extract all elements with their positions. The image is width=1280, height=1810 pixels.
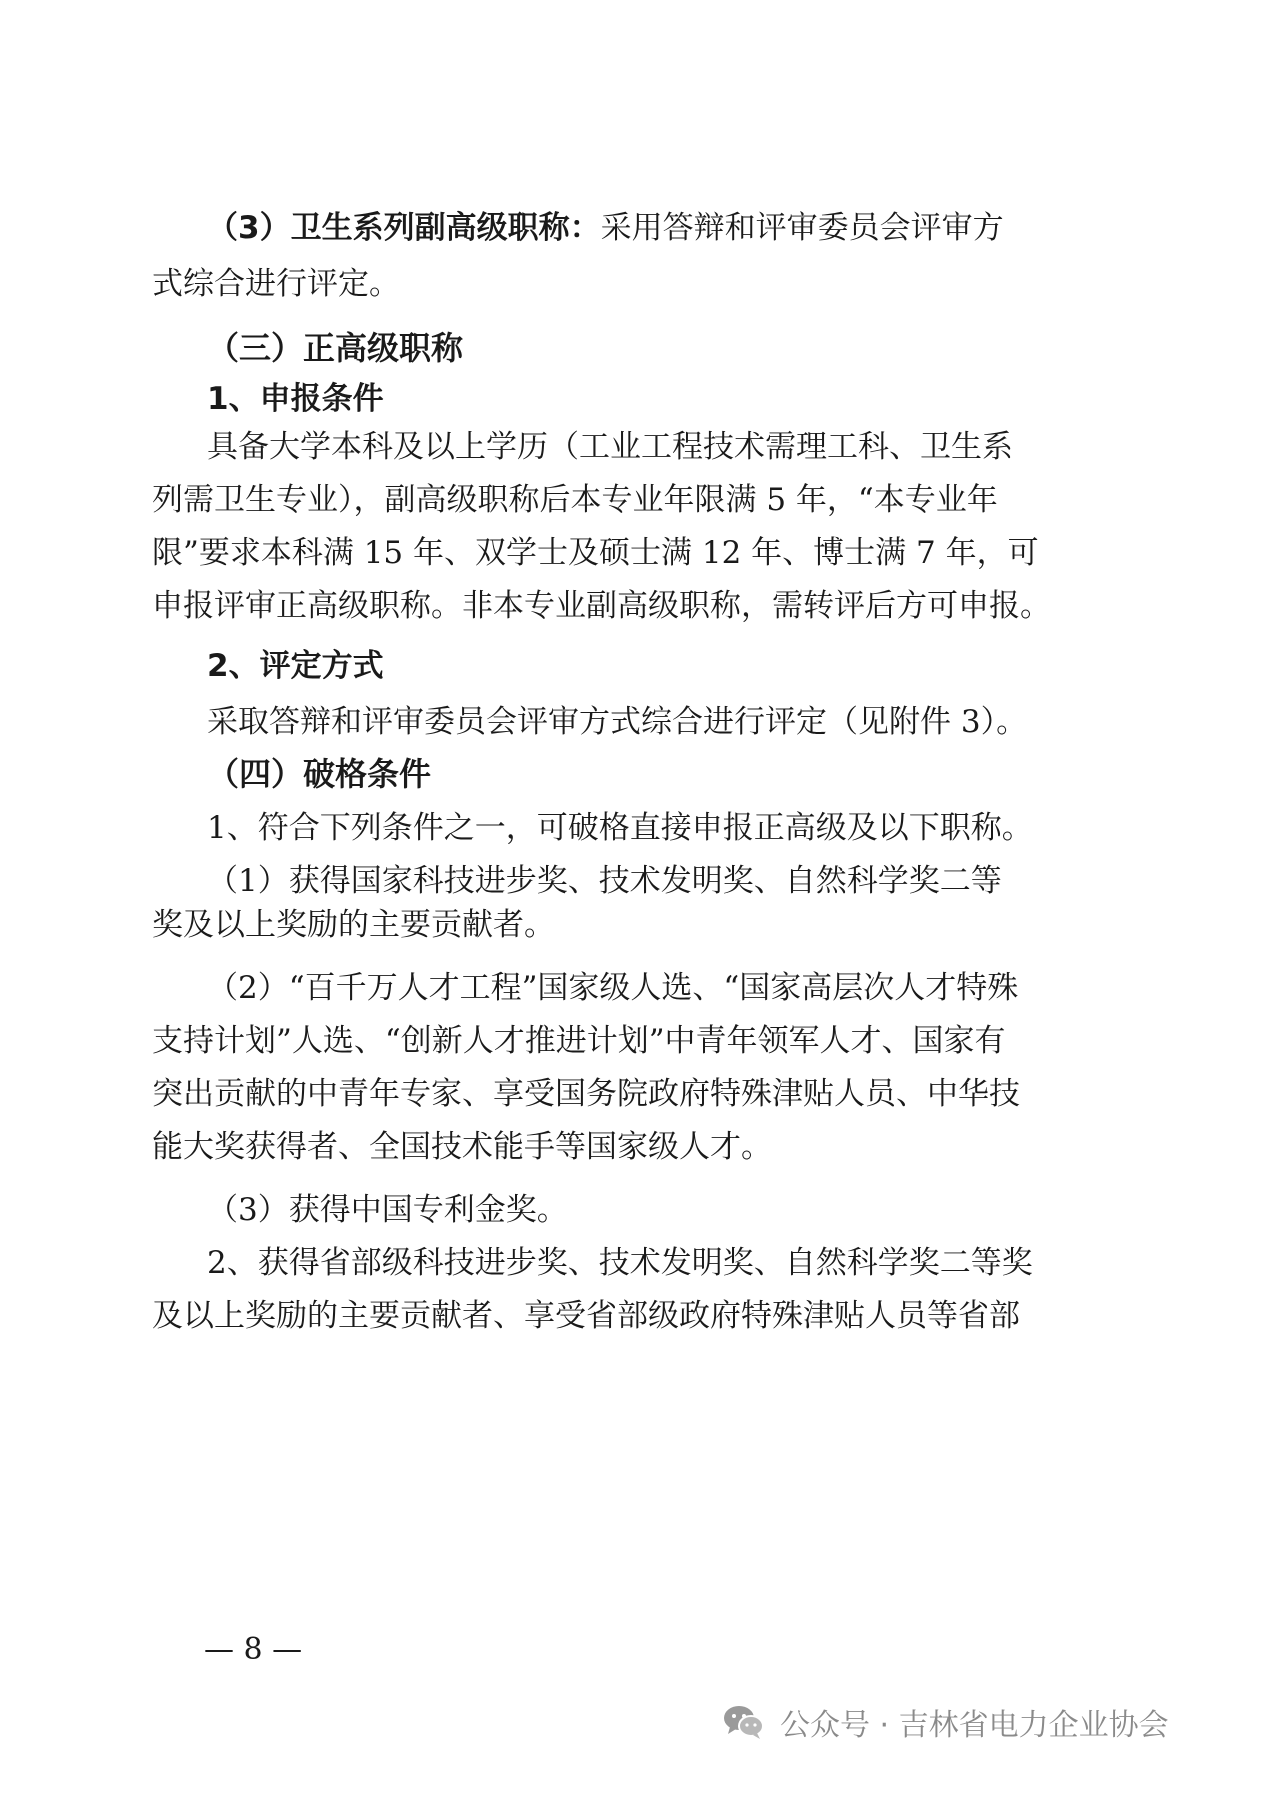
paragraph-national-talents-line-4: 能大奖获得者、全国技术能手等国家级人才。: [152, 1129, 772, 1165]
paragraph-national-talents-line-2: 支持计划”人选、“创新人才推进计划”中青年领军人才、国家有: [152, 1023, 1006, 1059]
watermark: [722, 1700, 1169, 1744]
paragraph-patent-award: （3）获得中国专利金奖。: [207, 1192, 568, 1228]
paragraph-conditions-line-3: 限”要求本科满 15 年、双学士及硕士满 12 年、博士满 7 年，可: [152, 535, 1039, 571]
paragraph-national-talents-line-3: 突出贡献的中青年专家、享受国务院政府特殊津贴人员、中华技: [152, 1076, 1020, 1112]
paragraph-exception-intro: 1、符合下列条件之一，可破格直接申报正高级及以下职称。: [207, 810, 1033, 846]
wechat-icon: [722, 1702, 766, 1742]
paragraph-national-awards-line-2: 奖及以上奖励的主要贡献者。: [152, 907, 555, 943]
paragraph-national-awards-line-1: （1）获得国家科技进步奖、技术发明奖、自然科学奖二等: [207, 863, 1002, 899]
paragraph-provincial-awards-line-1: 2、获得省部级科技进步奖、技术发明奖、自然科学奖二等奖: [207, 1245, 1033, 1281]
paragraph-conditions-line-1: 具备大学本科及以上学历（工业工程技术需理工科、卫生系: [207, 429, 1013, 465]
paragraph-national-talents-line-1: （2）“百千万人才工程”国家级人选、“国家高层次人才特殊: [207, 970, 1019, 1006]
section-heading-exceptional-conditions: （四）破格条件: [207, 755, 432, 793]
subheading-application-conditions: 1、申报条件: [207, 381, 384, 417]
health-series-text: 采用答辩和评审委员会评审方: [600, 210, 1004, 246]
section-heading-senior-title: （三）正高级职称: [207, 329, 464, 367]
subheading-evaluation-method: 2、评定方式: [207, 648, 384, 684]
watermark-text: 公众号 · 吉林省电力企业协会: [780, 1708, 1169, 1743]
paragraph-conditions-line-4: 申报评审正高级职称。非本专业副高级职称，需转评后方可申报。: [152, 588, 1051, 624]
paragraph-provincial-awards-line-2: 及以上奖励的主要贡献者、享受省部级政府特殊津贴人员等省部: [152, 1298, 1020, 1334]
paragraph-health-series-line-2: 式综合进行评定。: [152, 266, 400, 302]
paragraph-conditions-line-2: 列需卫生专业），副高级职称后本专业年限满 5 年，“本专业年: [152, 482, 998, 518]
health-series-label: （3）卫生系列副高级职称：: [207, 210, 601, 246]
page-number: — 8 —: [204, 1632, 303, 1667]
paragraph-health-series-line-1: [207, 206, 1004, 250]
paragraph-evaluation-method: 采取答辩和评审委员会评审方式综合进行评定（见附件 3）。: [207, 704, 1028, 740]
